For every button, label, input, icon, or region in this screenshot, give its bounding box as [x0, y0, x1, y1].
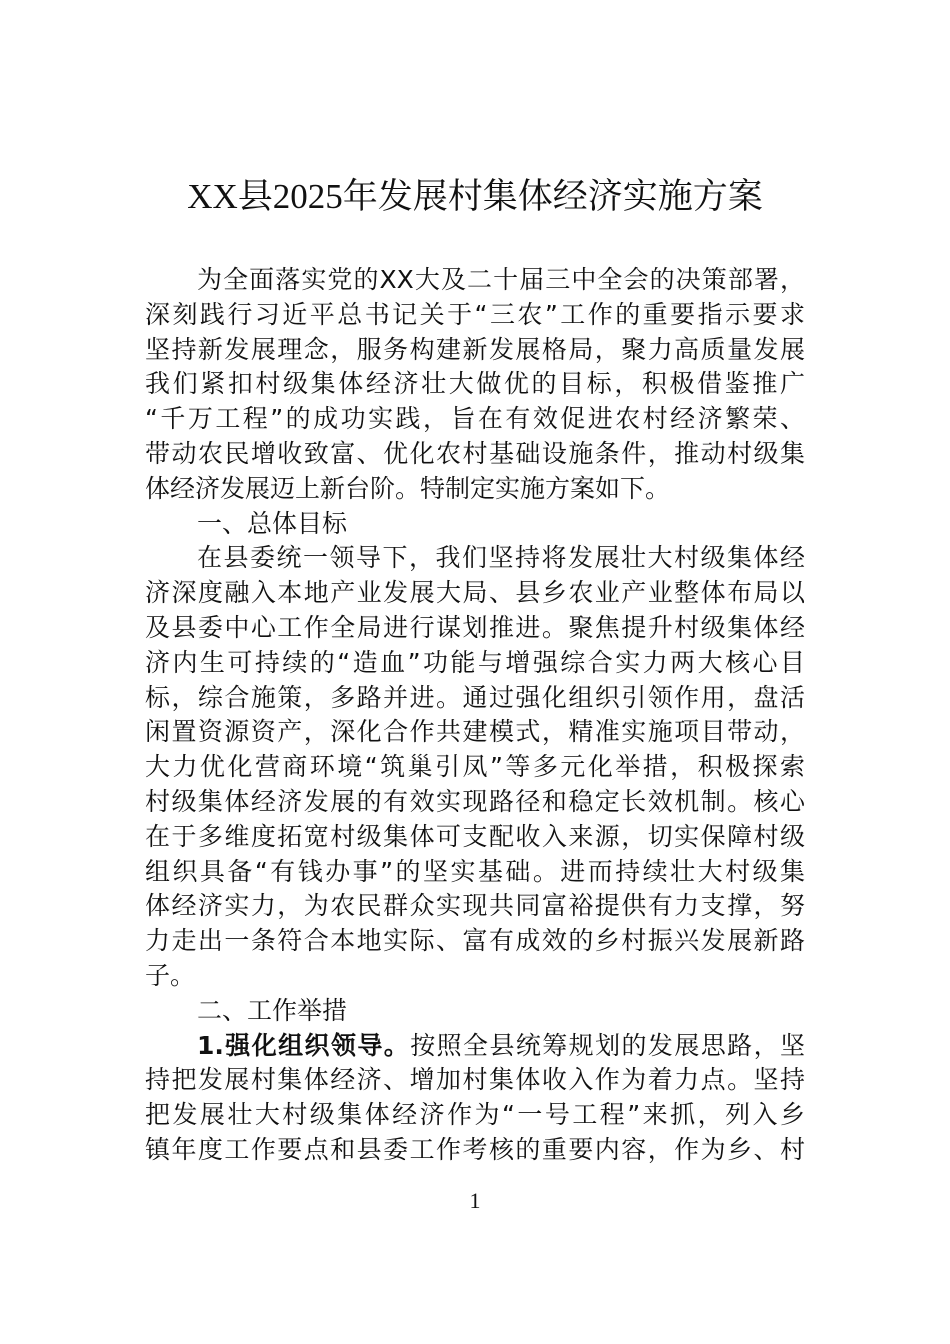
text-line: 镇年度工作要点和县委工作考核的重要内容，作为乡、村: [145, 1134, 805, 1164]
section-heading: 一、总体目标: [197, 508, 348, 538]
text-line: 及县委中心工作全局进行谋划推进。聚焦提升村级集体经: [145, 612, 805, 642]
text-line: 在于多维度拓宽村级集体可支配收入来源，切实保障村级: [145, 821, 805, 851]
item-lead: 1.强化组织领导。: [197, 1030, 411, 1060]
text-line: 济深度融入本地产业发展大局、县乡农业产业整体布局以: [145, 578, 805, 608]
text-line: 子。: [145, 960, 196, 990]
text-line: 村级集体经济发展的有效实现路径和稳定长效机制。核心: [145, 786, 805, 816]
text-line: 组织具备“有钱办事”的坚实基础。进而持续壮大村级集: [145, 856, 805, 886]
text-line: 标，综合施策，多路并进。通过强化组织引领作用，盘活: [145, 682, 805, 712]
text-line: 坚持新发展理念，服务构建新发展格局，聚力高质量发展: [145, 334, 805, 364]
text-line: 闲置资源资产，深化合作共建模式，精准实施项目带动，: [145, 717, 805, 747]
text-line: 持把发展村集体经济、增加村集体收入作为着力点。坚持: [145, 1065, 805, 1095]
document-title: XX县2025年发展村集体经济实施方案: [187, 177, 763, 216]
page-number: 1: [469, 1188, 481, 1213]
document-body: [145, 263, 805, 1168]
text-line: 我们紧扣村级集体经济壮大做优的目标，积极借鉴推广: [145, 369, 805, 399]
text-line: [145, 1029, 805, 1064]
text-line: 深刻践行习近平总书记关于“三农”工作的重要指示要求: [145, 299, 805, 329]
text-line: 力走出一条符合本地实际、富有成效的乡村振兴发展新路: [145, 926, 805, 956]
item-text: 按照全县统筹规划的发展思路，坚: [410, 1030, 805, 1060]
text-line: 济内生可持续的“造血”功能与增强综合实力两大核心目: [145, 647, 805, 677]
text-line: 为全面落实党的XX大及二十届三中全会的决策部署，: [197, 265, 805, 294]
text-line: 大力优化营商环境“筑巢引凤”等多元化举措，积极探索: [145, 752, 805, 782]
text-line: “千万工程”的成功实践，旨在有效促进农村经济繁荣、: [145, 404, 805, 434]
text-line: 在县委统一领导下，我们坚持将发展壮大村级集体经: [197, 543, 805, 573]
text-line: 体经济发展迈上新台阶。特制定实施方案如下。: [145, 473, 671, 503]
text-line: 把发展壮大村级集体经济作为“一号工程”来抓，列入乡: [145, 1100, 805, 1130]
text-line: 带动农民增收致富、优化农村基础设施条件，推动村级集: [145, 438, 805, 468]
section-heading: 二、工作举措: [197, 995, 348, 1025]
text-line: 体经济实力，为农民群众实现共同富裕提供有力支撑，努: [145, 891, 805, 921]
